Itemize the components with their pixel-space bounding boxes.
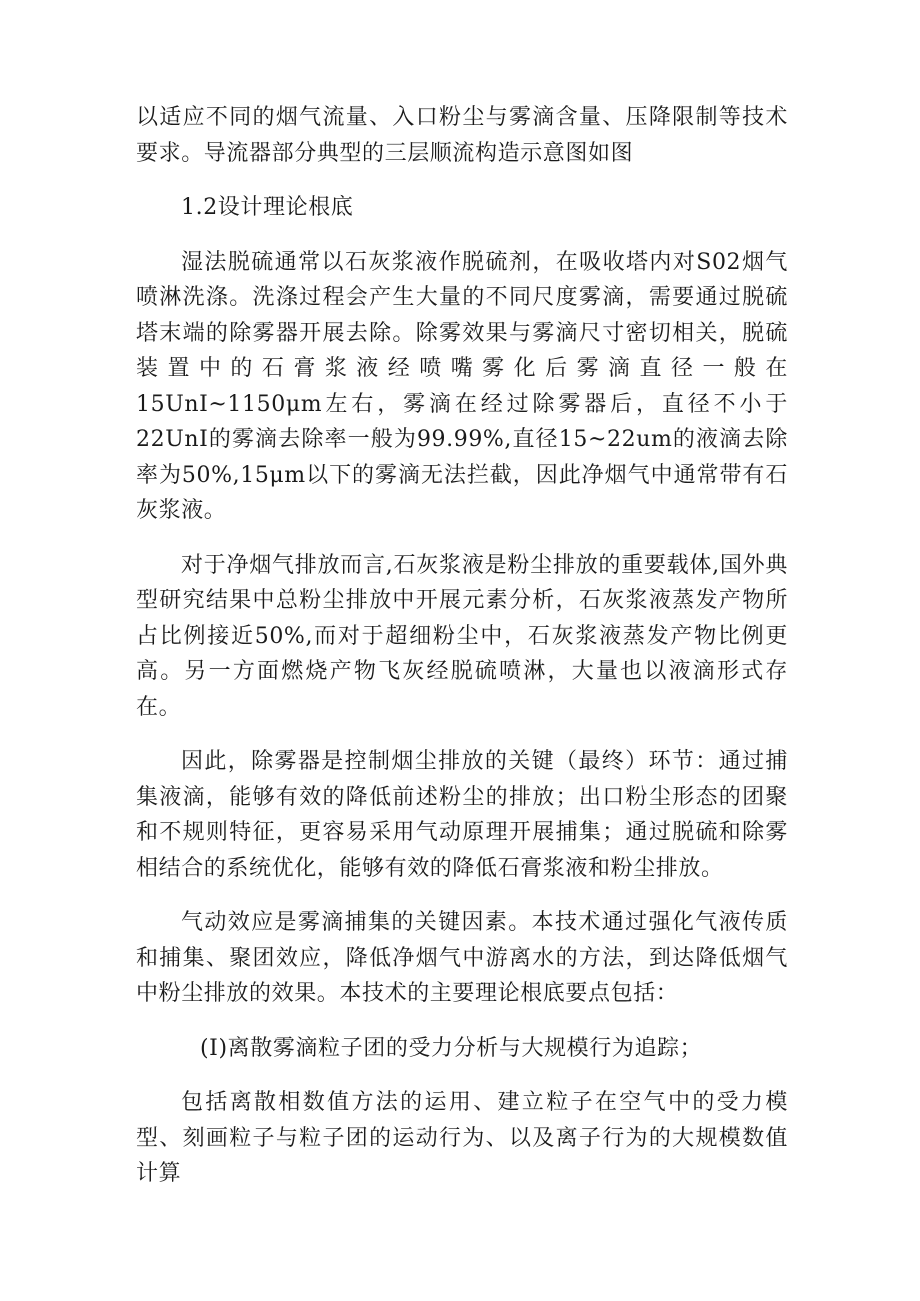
paragraph: 气动效应是雾滴捕集的关键因素。本技术通过强化气液传质和捕集、聚团效应，降低净烟气中游离水的方法，到达降低烟气中粉尘排放的效果。本技术的主要理论根底要点包括： [136,910,788,1006]
section-heading: 1.2设计理论根底 [181,195,354,220]
paragraph: 湿法脱硫通常以石灰浆液作脱硫剂，在吸收塔内对S02烟气喷淋洗涤。洗涤过程会产生大量的不同尺度雾滴，需要通过脱硫塔末端的除雾器开展去除。除雾效果与雾滴尺寸密切相关，脱硫装置中的石膏浆液经喷嘴雾化后雾滴直径一般在15UnI~1150μm左右，雾滴在经过除雾器后，直径不小于22UnI的雾滴去除率一般为99.99%,直径15~22um的液滴去除率为50%,15μm以下的雾滴无法拦截，因此净烟气中通常带有石灰浆液。 [136,249,788,523]
document-page [136,100,788,1192]
paragraph: 因此，除雾器是控制烟尘排放的关键（最终）环节：通过捕集液滴，能够有效的降低前述粉尘的排放；出口粉尘形态的团聚和不规则特征，更容易采用气动原理开展捕集；通过脱硫和除雾相结合的系统优化，能够有效的降低石膏浆液和粉尘排放。 [136,749,788,881]
paragraph: 对于净烟气排放而言,石灰浆液是粉尘排放的重要载体,国外典型研究结果中总粉尘排放中开展元素分析，石灰浆液蒸发产物所占比例接近50%,而对于超细粉尘中，石灰浆液蒸发产物比例更高。另一方面燃烧产物飞灰经脱硫喷淋，大量也以液滴形式存在。 [136,552,788,720]
paragraph-continued: 以适应不同的烟气流量、入口粉尘与雾滴含量、压降限制等技术要求。导流器部分典型的三层顺流构造示意图如图 [136,105,788,166]
list-item: (I)离散雾滴粒子团的受力分析与大规模行为追踪； [200,1035,703,1061]
paragraph: 包括离散相数值方法的运用、建立粒子在空气中的受力模型、刻画粒子与粒子团的运动行为、以及离子行为的大规模数值计算 [136,1090,788,1186]
